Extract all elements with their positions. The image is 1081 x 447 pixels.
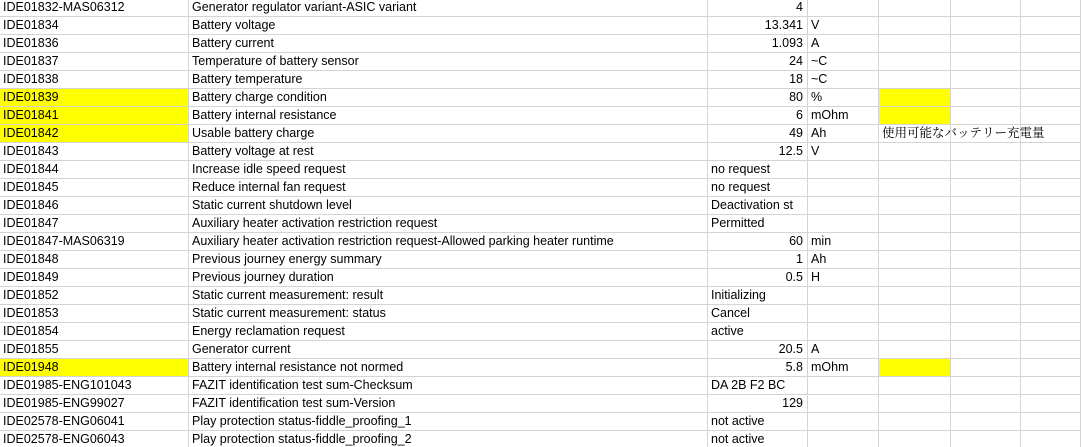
cell-empty[interactable] bbox=[1021, 89, 1081, 107]
cell-id[interactable]: IDE01834 bbox=[0, 17, 189, 35]
cell-description[interactable]: Battery current bbox=[189, 35, 708, 53]
table-row bbox=[0, 125, 1081, 143]
table-row bbox=[0, 323, 1081, 341]
cell-id[interactable]: IDE01846 bbox=[0, 197, 189, 215]
cell-unit[interactable]: Ah bbox=[808, 251, 879, 269]
cell-note[interactable] bbox=[879, 179, 951, 197]
table-row bbox=[0, 251, 1081, 269]
cell-value[interactable]: 80 bbox=[708, 89, 808, 107]
cell-id[interactable]: IDE01839 bbox=[0, 89, 189, 107]
cell-empty[interactable] bbox=[1021, 179, 1081, 197]
cell-note[interactable] bbox=[879, 125, 1045, 143]
cell-value[interactable]: active bbox=[708, 323, 808, 341]
cell-note[interactable] bbox=[879, 143, 951, 161]
table-row bbox=[0, 233, 1081, 251]
cell-unit[interactable]: V bbox=[808, 143, 879, 161]
cell-id[interactable]: IDE01837 bbox=[0, 53, 189, 71]
cell-unit[interactable] bbox=[808, 197, 879, 215]
cell-empty[interactable] bbox=[951, 0, 1021, 17]
cell-description[interactable]: Previous journey energy summary bbox=[189, 251, 708, 269]
cell-empty[interactable] bbox=[1021, 287, 1081, 305]
cell-note[interactable] bbox=[879, 53, 951, 71]
cell-empty[interactable] bbox=[951, 53, 1021, 71]
cell-value[interactable]: 4 bbox=[708, 0, 808, 17]
cell-id[interactable]: IDE01847 bbox=[0, 215, 189, 233]
cell-note[interactable] bbox=[879, 71, 951, 89]
cell-description[interactable]: Play protection status-fiddle_proofing_2 bbox=[189, 431, 708, 447]
cell-note[interactable] bbox=[879, 341, 951, 359]
cell-note[interactable] bbox=[879, 323, 951, 341]
table-row bbox=[0, 161, 1081, 179]
cell-empty[interactable] bbox=[951, 143, 1021, 161]
cell-unit[interactable] bbox=[808, 377, 879, 395]
cell-note[interactable] bbox=[879, 107, 951, 125]
table-row bbox=[0, 215, 1081, 233]
cell-description[interactable]: Static current measurement: result bbox=[189, 287, 708, 305]
cell-unit[interactable] bbox=[808, 215, 879, 233]
cell-unit[interactable]: V bbox=[808, 17, 879, 35]
cell-note[interactable] bbox=[879, 233, 951, 251]
cell-unit[interactable] bbox=[808, 323, 879, 341]
cell-empty[interactable] bbox=[951, 323, 1021, 341]
cell-value[interactable]: 18 bbox=[708, 71, 808, 89]
cell-value[interactable]: 0.5 bbox=[708, 269, 808, 287]
cell-description[interactable]: Increase idle speed request bbox=[189, 161, 708, 179]
table-row bbox=[0, 179, 1081, 197]
cell-empty[interactable] bbox=[1021, 215, 1081, 233]
cell-empty[interactable] bbox=[1021, 413, 1081, 431]
cell-note[interactable] bbox=[879, 431, 951, 447]
cell-id[interactable]: IDE01854 bbox=[0, 323, 189, 341]
cell-unit[interactable]: ~C bbox=[808, 53, 879, 71]
table-row bbox=[0, 0, 1081, 17]
cell-value[interactable]: Cancel bbox=[708, 305, 808, 323]
cell-unit[interactable]: mOhm bbox=[808, 359, 879, 377]
cell-unit[interactable]: % bbox=[808, 89, 879, 107]
cell-unit[interactable]: mOhm bbox=[808, 107, 879, 125]
cell-note[interactable] bbox=[879, 89, 951, 107]
cell-empty[interactable] bbox=[951, 287, 1021, 305]
cell-description[interactable]: Energy reclamation request bbox=[189, 323, 708, 341]
cell-value[interactable]: 20.5 bbox=[708, 341, 808, 359]
cell-empty[interactable] bbox=[951, 359, 1021, 377]
cell-value[interactable]: 6 bbox=[708, 107, 808, 125]
cell-description[interactable]: Auxiliary heater activation restriction request-Allowed parking heater runtime bbox=[189, 233, 708, 251]
cell-description[interactable]: Play protection status-fiddle_proofing_1 bbox=[189, 413, 708, 431]
cell-description[interactable]: Static current shutdown level bbox=[189, 197, 708, 215]
cell-unit[interactable]: min bbox=[808, 233, 879, 251]
cell-empty[interactable] bbox=[951, 179, 1021, 197]
cell-empty[interactable] bbox=[951, 395, 1021, 413]
cell-description[interactable]: Generator current bbox=[189, 341, 708, 359]
cell-unit[interactable] bbox=[808, 413, 879, 431]
cell-value[interactable]: 24 bbox=[708, 53, 808, 71]
cell-empty[interactable] bbox=[1021, 431, 1081, 447]
cell-description[interactable]: Battery voltage bbox=[189, 17, 708, 35]
cell-unit[interactable] bbox=[808, 161, 879, 179]
cell-empty[interactable] bbox=[1021, 269, 1081, 287]
cell-id[interactable]: IDE01832-MAS06312 bbox=[0, 0, 189, 17]
cell-value[interactable]: no request bbox=[708, 161, 808, 179]
cell-unit[interactable] bbox=[808, 431, 879, 447]
cell-empty[interactable] bbox=[951, 215, 1021, 233]
cell-id[interactable]: IDE01836 bbox=[0, 35, 189, 53]
cell-unit[interactable] bbox=[808, 305, 879, 323]
cell-id[interactable]: IDE01853 bbox=[0, 305, 189, 323]
cell-note[interactable] bbox=[879, 215, 951, 233]
cell-note[interactable] bbox=[879, 17, 951, 35]
cell-id[interactable]: IDE01847-MAS06319 bbox=[0, 233, 189, 251]
cell-description[interactable]: Generator regulator variant-ASIC variant bbox=[189, 0, 708, 17]
cell-value[interactable]: Initializing bbox=[708, 287, 808, 305]
cell-empty[interactable] bbox=[951, 107, 1021, 125]
cell-value[interactable]: 5.8 bbox=[708, 359, 808, 377]
cell-value[interactable]: DA 2B F2 BC bbox=[708, 377, 808, 395]
cell-value[interactable]: 1.093 bbox=[708, 35, 808, 53]
table-row bbox=[0, 413, 1081, 431]
cell-value[interactable]: 49 bbox=[708, 125, 808, 143]
cell-unit[interactable]: H bbox=[808, 269, 879, 287]
cell-empty[interactable] bbox=[951, 377, 1021, 395]
cell-empty[interactable] bbox=[1021, 395, 1081, 413]
table-row bbox=[0, 197, 1081, 215]
cell-description[interactable]: Auxiliary heater activation restriction request bbox=[189, 215, 708, 233]
cell-empty[interactable] bbox=[951, 251, 1021, 269]
cell-description[interactable]: Previous journey duration bbox=[189, 269, 708, 287]
cell-empty[interactable] bbox=[951, 197, 1021, 215]
cell-id[interactable]: IDE01845 bbox=[0, 179, 189, 197]
cell-id[interactable]: IDE01838 bbox=[0, 71, 189, 89]
note-text: 使用可能なバッテリー充電量 bbox=[882, 126, 1045, 140]
cell-id[interactable]: IDE01849 bbox=[0, 269, 189, 287]
cell-empty[interactable] bbox=[1021, 197, 1081, 215]
table-row bbox=[0, 377, 1081, 395]
cell-description[interactable]: Battery internal resistance not normed bbox=[189, 359, 708, 377]
table-row bbox=[0, 287, 1081, 305]
cell-value[interactable]: 1 bbox=[708, 251, 808, 269]
cell-empty[interactable] bbox=[1021, 341, 1081, 359]
cell-value[interactable]: not active bbox=[708, 413, 808, 431]
cell-empty[interactable] bbox=[951, 89, 1021, 107]
cell-value[interactable]: Deactivation st bbox=[708, 197, 808, 215]
cell-empty[interactable] bbox=[951, 35, 1021, 53]
cell-id[interactable]: IDE02578-ENG06043 bbox=[0, 431, 189, 447]
cell-empty[interactable] bbox=[1021, 107, 1081, 125]
cell-empty[interactable] bbox=[951, 17, 1021, 35]
cell-unit[interactable]: A bbox=[808, 35, 879, 53]
cell-unit[interactable]: ~C bbox=[808, 71, 879, 89]
cell-description[interactable]: Battery voltage at rest bbox=[189, 143, 708, 161]
cell-note[interactable] bbox=[879, 413, 951, 431]
cell-empty[interactable] bbox=[1021, 305, 1081, 323]
cell-description[interactable]: Battery internal resistance bbox=[189, 107, 708, 125]
cell-empty[interactable] bbox=[1021, 0, 1081, 17]
cell-note[interactable] bbox=[879, 305, 951, 323]
cell-note[interactable] bbox=[879, 35, 951, 53]
cell-id[interactable]: IDE01841 bbox=[0, 107, 189, 125]
table-row bbox=[0, 359, 1081, 377]
cell-value[interactable]: Permitted bbox=[708, 215, 808, 233]
table-row bbox=[0, 35, 1081, 53]
cell-empty[interactable] bbox=[1021, 377, 1081, 395]
table-row bbox=[0, 395, 1081, 413]
cell-empty[interactable] bbox=[951, 413, 1021, 431]
cell-description[interactable]: Temperature of battery sensor bbox=[189, 53, 708, 71]
cell-note[interactable] bbox=[879, 161, 951, 179]
cell-description[interactable]: Battery temperature bbox=[189, 71, 708, 89]
table-row bbox=[0, 269, 1081, 287]
cell-value[interactable]: not active bbox=[708, 431, 808, 447]
cell-empty[interactable] bbox=[951, 71, 1021, 89]
cell-note[interactable] bbox=[879, 287, 951, 305]
cell-note[interactable] bbox=[879, 0, 951, 17]
cell-empty[interactable] bbox=[1021, 17, 1081, 35]
table-row bbox=[0, 71, 1081, 89]
cell-empty[interactable] bbox=[1021, 233, 1081, 251]
cell-note[interactable] bbox=[879, 377, 951, 395]
cell-empty[interactable] bbox=[951, 233, 1021, 251]
cell-empty[interactable] bbox=[951, 431, 1021, 447]
cell-empty[interactable] bbox=[1021, 71, 1081, 89]
cell-unit[interactable] bbox=[808, 179, 879, 197]
cell-id[interactable]: IDE01842 bbox=[0, 125, 189, 143]
cell-value[interactable]: 60 bbox=[708, 233, 808, 251]
cell-empty[interactable] bbox=[1021, 251, 1081, 269]
cell-id[interactable]: IDE01985-ENG99027 bbox=[0, 395, 189, 413]
cell-id[interactable]: IDE01852 bbox=[0, 287, 189, 305]
table-row bbox=[0, 431, 1081, 447]
cell-empty[interactable] bbox=[1021, 143, 1081, 161]
cell-value[interactable]: 129 bbox=[708, 395, 808, 413]
cell-unit[interactable]: A bbox=[808, 341, 879, 359]
table-row bbox=[0, 17, 1081, 35]
cell-id[interactable]: IDE01844 bbox=[0, 161, 189, 179]
cell-empty[interactable] bbox=[1021, 35, 1081, 53]
cell-empty[interactable] bbox=[1021, 53, 1081, 71]
cell-id[interactable]: IDE01843 bbox=[0, 143, 189, 161]
table-row bbox=[0, 143, 1081, 161]
cell-unit[interactable]: Ah bbox=[808, 125, 879, 143]
cell-note[interactable] bbox=[879, 251, 951, 269]
table-row bbox=[0, 341, 1081, 359]
cell-empty[interactable] bbox=[1021, 359, 1081, 377]
cell-unit[interactable] bbox=[808, 287, 879, 305]
cell-empty[interactable] bbox=[951, 341, 1021, 359]
cell-empty[interactable] bbox=[951, 305, 1021, 323]
cell-id[interactable]: IDE01855 bbox=[0, 341, 189, 359]
table-row bbox=[0, 305, 1081, 323]
cell-id[interactable]: IDE01948 bbox=[0, 359, 189, 377]
cell-description[interactable]: Battery charge condition bbox=[189, 89, 708, 107]
table-row bbox=[0, 89, 1081, 107]
table-row bbox=[0, 53, 1081, 71]
cell-value[interactable]: 12.5 bbox=[708, 143, 808, 161]
cell-note[interactable] bbox=[879, 197, 951, 215]
cell-empty[interactable] bbox=[1021, 161, 1081, 179]
cell-id[interactable]: IDE02578-ENG06041 bbox=[0, 413, 189, 431]
cell-note[interactable] bbox=[879, 269, 951, 287]
cell-empty[interactable] bbox=[1021, 323, 1081, 341]
cell-value[interactable]: 13.341 bbox=[708, 17, 808, 35]
cell-id[interactable]: IDE01985-ENG101043 bbox=[0, 377, 189, 395]
cell-note[interactable] bbox=[879, 359, 951, 377]
cell-id[interactable]: IDE01848 bbox=[0, 251, 189, 269]
cell-description[interactable]: FAZIT identification test sum-Checksum bbox=[189, 377, 708, 395]
cell-description[interactable]: Static current measurement: status bbox=[189, 305, 708, 323]
cell-note[interactable] bbox=[879, 395, 951, 413]
cell-unit[interactable] bbox=[808, 0, 879, 17]
cell-description[interactable]: FAZIT identification test sum-Version bbox=[189, 395, 708, 413]
table-row bbox=[0, 107, 1081, 125]
cell-description[interactable]: Usable battery charge bbox=[189, 125, 708, 143]
cell-unit[interactable] bbox=[808, 395, 879, 413]
cell-empty[interactable] bbox=[951, 161, 1021, 179]
cell-description[interactable]: Reduce internal fan request bbox=[189, 179, 708, 197]
cell-empty[interactable] bbox=[951, 269, 1021, 287]
cell-value[interactable]: no request bbox=[708, 179, 808, 197]
